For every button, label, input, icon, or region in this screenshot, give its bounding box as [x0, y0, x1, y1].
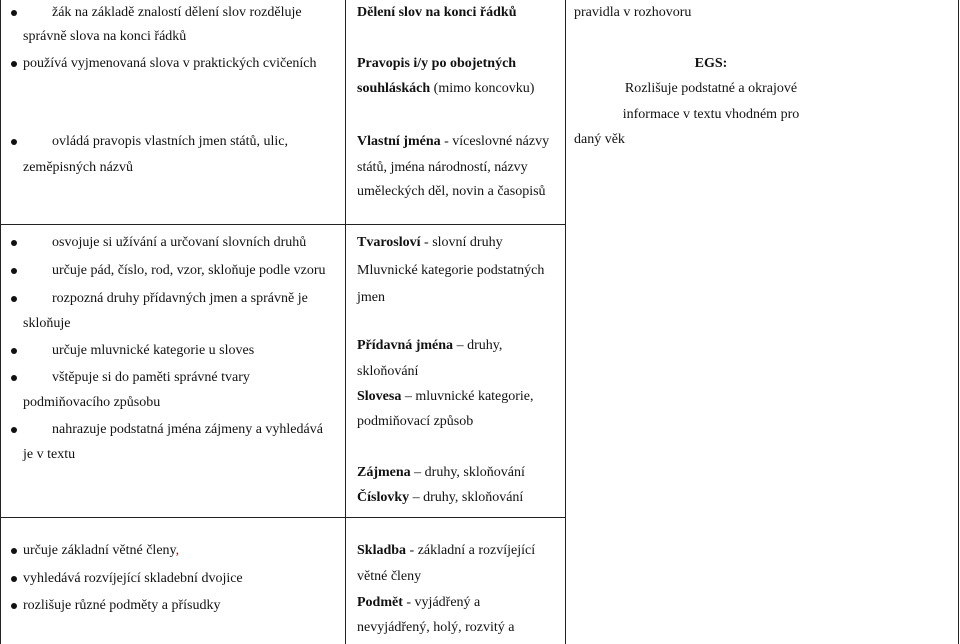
bullet — [11, 240, 17, 246]
bullet — [11, 61, 17, 67]
bullet — [11, 268, 17, 274]
outcome-text: správně slova na konci řádků — [23, 29, 187, 44]
cross-curricular-text: pravidla v rozhovoru — [574, 5, 692, 20]
topic-line: souhláskách (mimo koncovku) — [357, 81, 535, 96]
topic-line: států, jména národností, názvy — [357, 160, 528, 175]
outcome-text: skloňuje — [23, 316, 71, 331]
outcome-text: nahrazuje podstatná jména zájmeny a vyhledává — [52, 422, 323, 437]
topic-line: Skladba - základní a rozvíjející — [357, 543, 536, 558]
outcome-text: je v textu — [23, 447, 76, 462]
topic-line: nevyjádřený, holý, rozvitý a — [357, 620, 515, 635]
cross-curricular-text: informace v textu vhodném pro — [622, 107, 800, 122]
outcome-text: používá vyjmenovaná slova v praktických cvičeních — [23, 56, 317, 71]
topic-line: Slovesa – mluvnické kategorie, — [357, 389, 534, 404]
bullet — [11, 576, 17, 582]
outcome-text: vštěpuje si do paměti správné tvary — [52, 370, 250, 385]
topic-line: uměleckých děl, novin a časopisů — [357, 184, 546, 199]
outcome-text: určuje pád, číslo, rod, vzor, skloňuje podle vzoru — [52, 263, 326, 278]
column-divider-1 — [345, 0, 346, 644]
row-divider-1 — [0, 224, 565, 225]
cross-curricular-text: daný věk — [574, 132, 625, 147]
outcome-text: rozpozná druhy přídavných jmen a správně je — [52, 291, 308, 306]
outcome-text: ovládá pravopis vlastních jmen států, ulic, — [52, 134, 289, 149]
correction-mark: , — [175, 543, 180, 558]
table-border-right — [958, 0, 959, 644]
outcome-text: určuje základní větné členy, — [23, 543, 180, 558]
outcome-text: osvojuje si užívání a určovaní slovních druhů — [52, 235, 307, 250]
bullet — [11, 603, 17, 609]
egs-label: EGS: — [694, 56, 728, 71]
topic-line: Číslovky – druhy, skloňování — [357, 490, 524, 505]
bullet — [11, 10, 17, 16]
outcome-text: rozlišuje různé podměty a přísudky — [23, 598, 221, 613]
outcome-text: podmiňovacího způsobu — [23, 395, 161, 410]
topic-line: jmen — [357, 290, 385, 305]
outcome-text: žák na základě znalostí dělení slov rozděluje — [52, 5, 302, 20]
outcome-text: vyhledává rozvíjející skladební dvojice — [23, 571, 243, 586]
topic-line: Mluvnické kategorie podstatných — [357, 263, 545, 278]
row-divider-2 — [0, 517, 565, 518]
table-border-left — [0, 0, 1, 644]
bullet — [11, 427, 17, 433]
outcome-text: zeměpisných názvů — [23, 160, 134, 175]
bullet — [11, 348, 17, 354]
topic-line: skloňování — [357, 364, 419, 379]
topic-line: větné členy — [357, 569, 422, 584]
topic-line: Podmět - vyjádřený a — [357, 595, 481, 610]
bullet — [11, 548, 17, 554]
outcome-text: určuje mluvnické kategorie u sloves — [52, 343, 255, 358]
bullet — [11, 139, 17, 145]
topic-line: Vlastní jména - víceslovné názvy — [357, 134, 550, 149]
topic-line: podmiňovací způsob — [357, 414, 474, 429]
bullet — [11, 375, 17, 381]
topic-heading: Pravopis i/y po obojetných — [357, 56, 517, 71]
topic-line: Přídavná jména – druhy, — [357, 338, 503, 353]
topic-heading: Dělení slov na konci řádků — [357, 5, 517, 20]
bullet — [11, 296, 17, 302]
topic-line: Tvarosloví - slovní druhy — [357, 235, 503, 250]
cross-curricular-text: Rozlišuje podstatné a okrajové — [624, 81, 798, 96]
topic-line: Zájmena – druhy, skloňování — [357, 465, 525, 480]
